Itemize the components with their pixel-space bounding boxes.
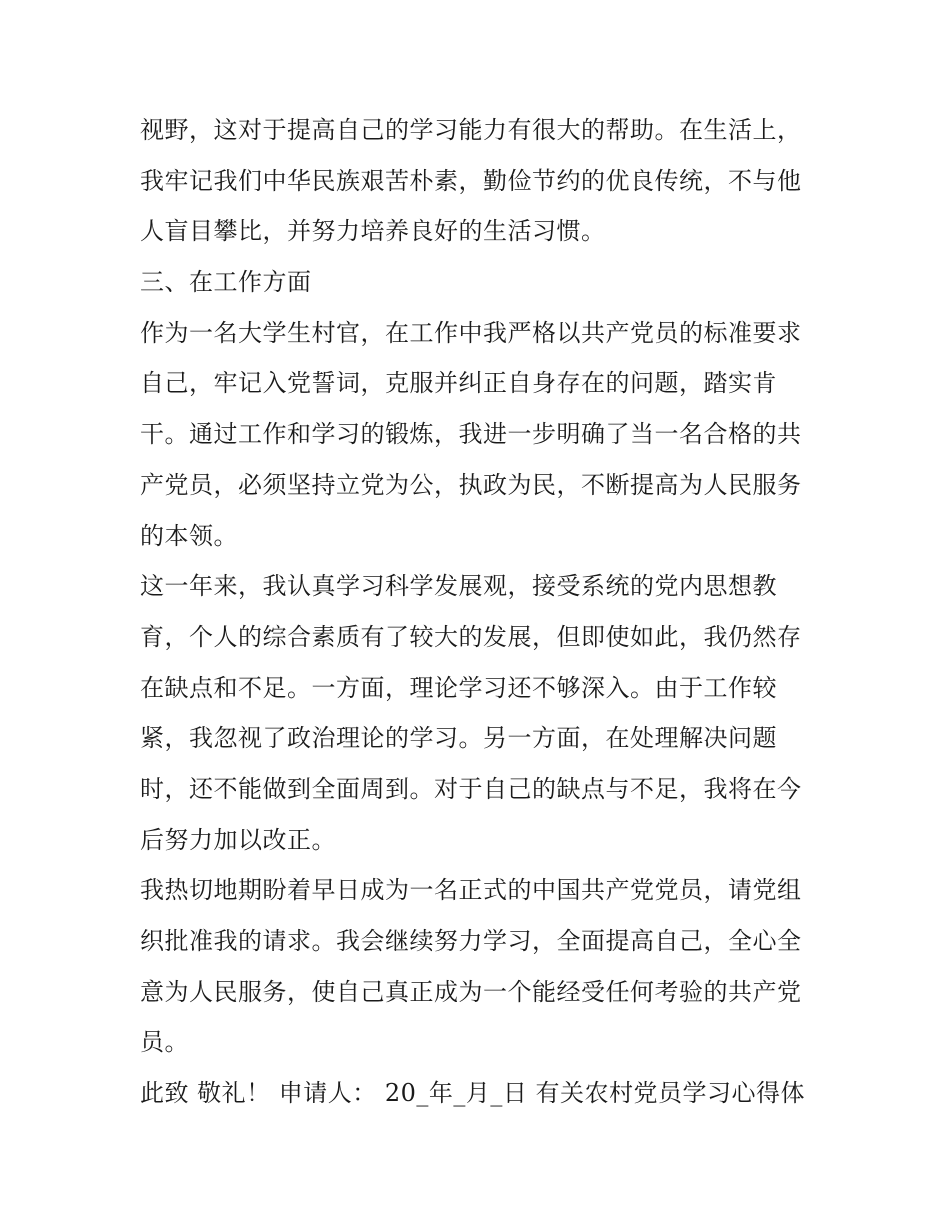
text-line-5: 作为一名大学生村官，在工作中我严格以共产党员的标准要求 (140, 318, 802, 347)
text-line-15: 后努力加以改正。 (140, 825, 336, 854)
text-line-18: 意为人民服务，使自己真正成为一个能经受任何考验的共产党 (140, 977, 802, 1006)
text-line-16: 我热切地期盼着早日成为一名正式的中国共产党党员，请党组 (140, 876, 802, 905)
text-line-1: 视野，这对于提高自己的学习能力有很大的帮助。在生活上， (140, 116, 802, 144)
text-line-7: 干。通过工作和学习的锻炼，我进一步明确了当一名合格的共 (140, 420, 802, 449)
text-line-8: 产党员，必须坚持立党为公，执政为民，不断提高为人民服务 (140, 470, 802, 499)
text-line-17: 织批准我的请求。我会继续努力学习，全面提高自己，全心全 (140, 927, 802, 955)
text-line-12: 在缺点和不足。一方面，理论学习还不够深入。由于工作较 (140, 673, 777, 702)
closing-line: 此致 敬礼！ 申请人： 20_年_月_日 有关农村党员学习心得体 (140, 1079, 806, 1108)
text-line-3: 人盲目攀比，并努力培养良好的生活习惯。 (140, 217, 606, 246)
text-line-13: 紧，我忽视了政治理论的学习。另一方面，在处理解决问题 (140, 724, 777, 753)
text-line-19: 员。 (140, 1028, 189, 1057)
text-line-10: 这一年来，我认真学习科学发展观，接受系统的党内思想教 (140, 572, 777, 601)
text-line-2: 我牢记我们中华民族艰苦朴素，勤俭节约的优良传统，不与他 (140, 166, 802, 195)
text-line-9: 的本领。 (140, 521, 238, 550)
text-line-11: 育，个人的综合素质有了较大的发展，但即使如此，我仍然存 (140, 622, 802, 651)
text-line-6: 自己，牢记入党誓词，克服并纠正自身存在的问题，踏实肯 (140, 369, 777, 398)
text-line-14: 时，还不能做到全面周到。对于自己的缺点与不足，我将在今 (140, 774, 802, 803)
document-body (140, 105, 820, 1119)
section-heading: 三、在工作方面 (140, 268, 312, 297)
